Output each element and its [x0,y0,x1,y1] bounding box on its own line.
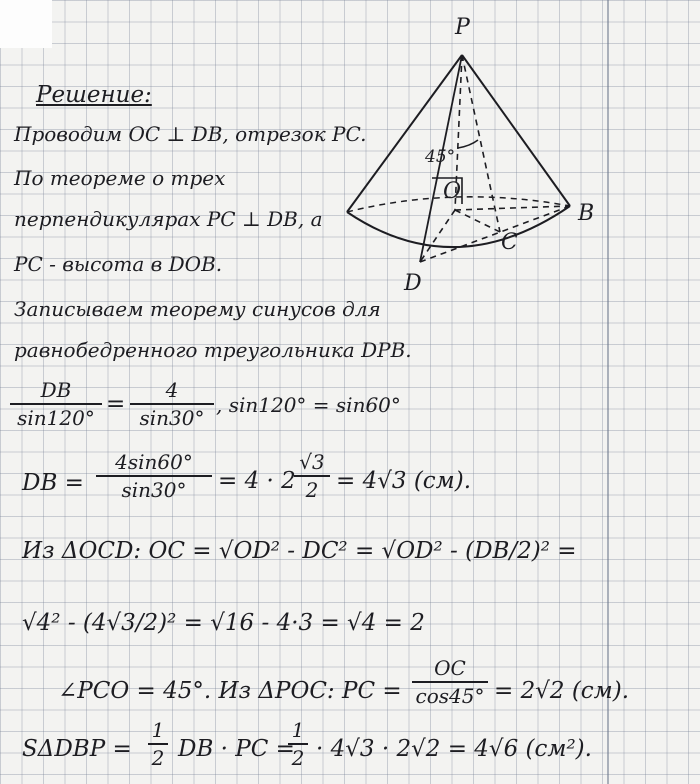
db-den: sin30° [121,478,187,502]
area-f1-num: 1 [151,718,165,742]
text-line-3: перпендикулярах PC ⊥ DB, а [14,207,323,231]
sine-law-note: , sin120° = sin60° [216,393,401,417]
sine-law-lhs-num: DB [40,378,72,402]
area-f2-den: 2 [291,746,305,770]
db-fraction [96,450,212,502]
db-num: 4sin60° [115,450,193,474]
text-line-5: Записываем теорему синусов для [14,297,381,321]
text-line-1: Проводим OC ⊥ DB, отрезок PC. [14,122,367,146]
label-o: O [443,179,462,204]
pc-den: cos45° [415,684,485,708]
pc-result: = 2√2 (см). [494,678,630,704]
db-mid: = 4 · 2 [218,468,296,494]
area-fraction-2 [288,718,308,770]
pc-fraction [412,656,488,708]
area-mid: DB · PC = [178,736,295,762]
db-den-2: 2 [305,478,319,502]
label-c: C [501,230,518,255]
pc-text: ∠PCO = 45°. Из ΔPOC: PC = [58,678,402,704]
solution-title: Решение: [36,82,152,108]
text-line-4: PC - высота в DOB. [14,252,223,276]
db-result: = 4√3 (см). [336,468,472,494]
oc-line-1: Из ΔOCD: OC = √OD² - DC² = √OD² - (DB/2)² = [22,538,577,564]
label-b: B [578,201,595,226]
area-f1-den: 2 [151,746,165,770]
text-line-6: равнобедренного треугольника DPB. [14,338,412,362]
pc-num: OC [434,656,466,680]
area-lhs: SΔDBP = [22,736,132,762]
db-fraction-2 [294,450,330,502]
label-p: P [455,15,470,40]
area-f2-num: 1 [291,718,305,742]
sine-law-equals: = [106,391,126,417]
text-line-2: По теореме о трех [14,166,226,190]
sine-law-rhs-fraction [130,378,214,430]
sine-law-lhs-fraction [10,378,102,430]
sine-law-lhs-den: sin120° [17,406,95,430]
db-lhs: DB = [22,470,84,496]
oc-line-2: √4² - (4√3/2)² = √16 - 4·3 = √4 = 2 [22,610,425,636]
area-result: · 4√3 · 2√2 = 4√6 (см²). [316,736,592,762]
area-fraction-1 [148,718,168,770]
label-angle: 45° [425,147,456,167]
label-d: D [404,271,422,296]
sine-law-rhs-num: 4 [165,378,179,402]
sine-law-rhs-den: sin30° [139,406,205,430]
db-num-2: √3 [299,450,325,474]
